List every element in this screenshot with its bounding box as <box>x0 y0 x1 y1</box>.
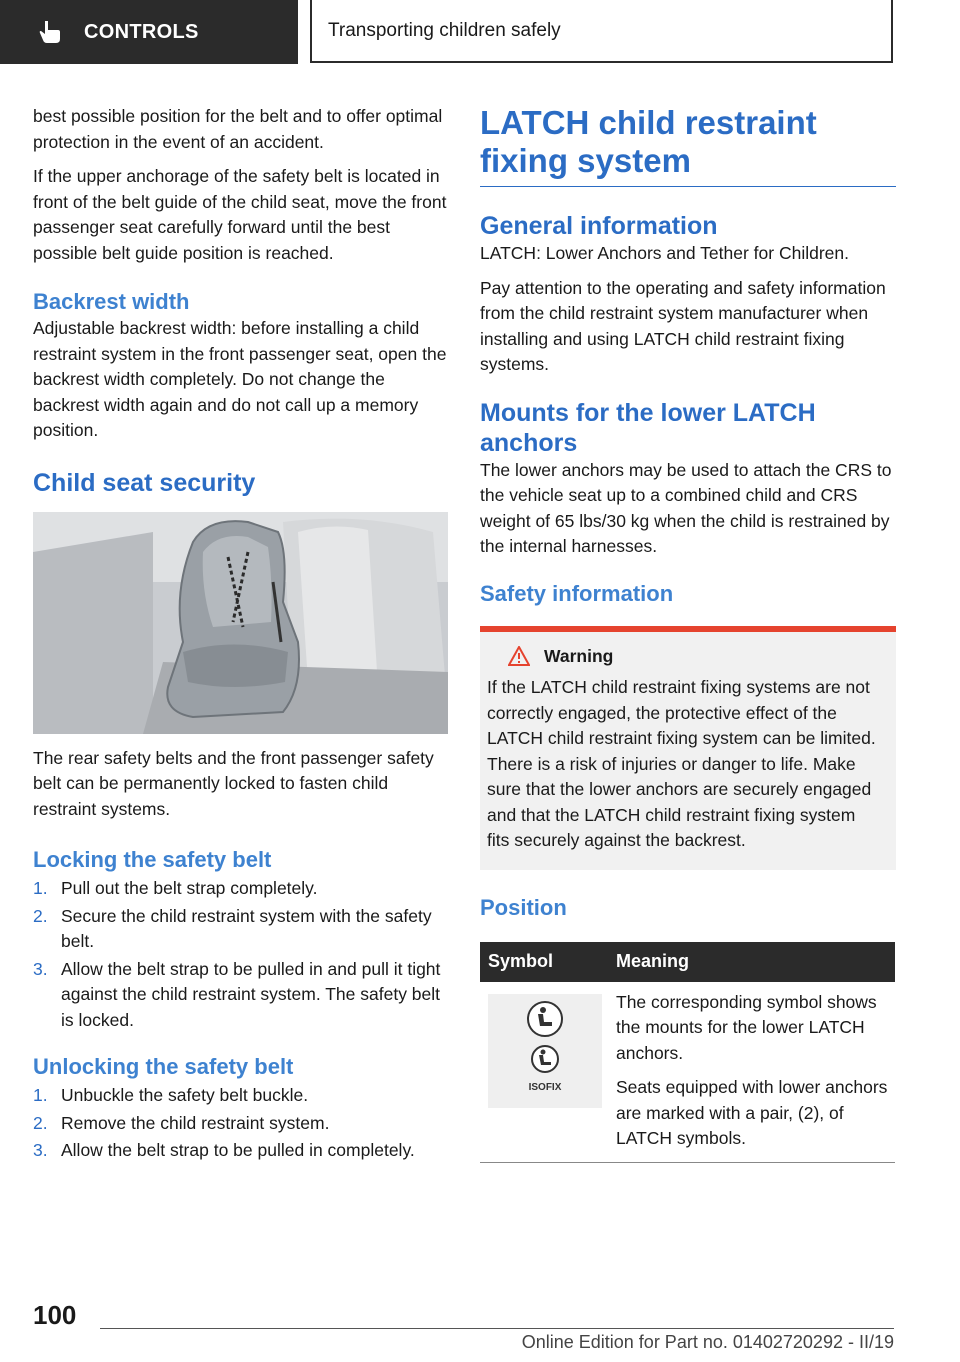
backrest-text: Adjustable backrest width: before installing a child restraint system in the front passenger seat, open the backrest width completely. Do not change the backrest width again and do not call up a memory position. <box>33 318 447 440</box>
child-seat-photo <box>33 512 448 734</box>
general-paragraph-1: LATCH: Lower Anchors and Tether for Children. <box>480 243 849 263</box>
general-heading: General information <box>480 212 718 240</box>
symbol-table <box>480 942 895 1163</box>
meaning-paragraph-1: The corresponding symbol shows the mounts for the lower LATCH anchors. <box>616 991 877 1063</box>
main-heading: LATCH child restraint fixing system <box>480 104 896 187</box>
column-header-meaning: Meaning <box>608 942 895 982</box>
left-column <box>33 104 449 1166</box>
latch-symbol <box>488 994 602 1108</box>
isofix-symbol-icon <box>530 1044 560 1074</box>
warning-header <box>508 644 882 670</box>
warning-title: Warning <box>544 645 614 666</box>
list-item: 3. Allow the belt strap to be pulled in and pull it tight against the child restraint system. The safety belt is locked. <box>33 958 441 1030</box>
symbol-cell <box>480 982 608 1163</box>
locking-steps <box>33 876 449 1033</box>
section-tab[interactable] <box>0 0 298 64</box>
general-paragraph-2: Pay attention to the operating and safety information from the child restraint system manufacturer when installing and using LATCH child restraint fixing systems. <box>480 277 886 374</box>
security-heading: Child seat security <box>33 468 256 497</box>
unlocking-heading: Unlocking the safety belt <box>33 1054 294 1079</box>
position-heading: Position <box>480 894 567 920</box>
list-item: 1. Unbuckle the safety belt buckle. <box>33 1085 309 1105</box>
table-header-row <box>480 942 895 982</box>
footer-divider <box>100 1328 894 1329</box>
list-item: 2. Secure the child restraint system with the safety belt. <box>33 905 432 951</box>
photo-caption: The rear safety belts and the front passenger safety belt can be permanently locked to fasten child restraint systems. <box>33 747 434 819</box>
warning-box <box>480 626 896 870</box>
warning-triangle-icon <box>508 646 530 666</box>
locking-heading: Locking the safety belt <box>33 847 272 872</box>
list-item: 2. Remove the child restraint system. <box>33 1112 330 1133</box>
chapter-title: Transporting children safely <box>310 0 893 63</box>
safety-heading: Safety information <box>480 580 674 606</box>
meaning-cell <box>608 982 895 1163</box>
intro-paragraph-1: best possible position for the belt and to offer optimal protection in the event of an accident. <box>33 106 443 152</box>
page-number: 100 <box>33 1300 77 1330</box>
table-row <box>480 982 895 1163</box>
section-label: CONTROLS <box>84 20 199 43</box>
mounts-text: The lower anchors may be used to attach the CRS to the vehicle seat up to a combined child and CRS weight of 65 lbs/30 kg when the child is restrained by the internal harnesses. <box>480 459 892 556</box>
isofix-label: ISOFIX <box>528 1082 562 1094</box>
column-header-symbol: Symbol <box>480 942 608 982</box>
right-column <box>480 104 896 1163</box>
intro-paragraph-2: If the upper anchorage of the safety belt is located in front of the belt guide of the child seat, move the front passenger seat carefully forward until the best possible belt guide position is reached. <box>33 166 447 263</box>
edition-note: Online Edition for Part no. 01402720292 - II/19 <box>521 1332 894 1352</box>
pointing-hand-icon <box>36 19 62 45</box>
warning-text: If the LATCH child restraint fixing systems are not correctly engaged, the protective effect of the LATCH child restraint fixing system can be limited. There is a risk of injuries or danger to life. Make sure that the lower anchors are securely engaged and that the LATCH child restraint fixing system fits securely against the backrest. <box>487 677 876 850</box>
mounts-heading: Mounts for the lower LATCH anchors <box>480 398 816 457</box>
meaning-paragraph-2: Seats equipped with lower anchors are marked with a pair, (2), of LATCH symbols. <box>616 1077 888 1148</box>
list-item: 1. Pull out the belt strap completely. <box>33 878 318 898</box>
unlocking-steps <box>33 1083 449 1164</box>
child-seat-anchor-icon <box>526 1000 564 1038</box>
list-item: 3. Allow the belt strap to be pulled in completely. <box>33 1140 415 1160</box>
backrest-heading: Backrest width <box>33 289 190 314</box>
